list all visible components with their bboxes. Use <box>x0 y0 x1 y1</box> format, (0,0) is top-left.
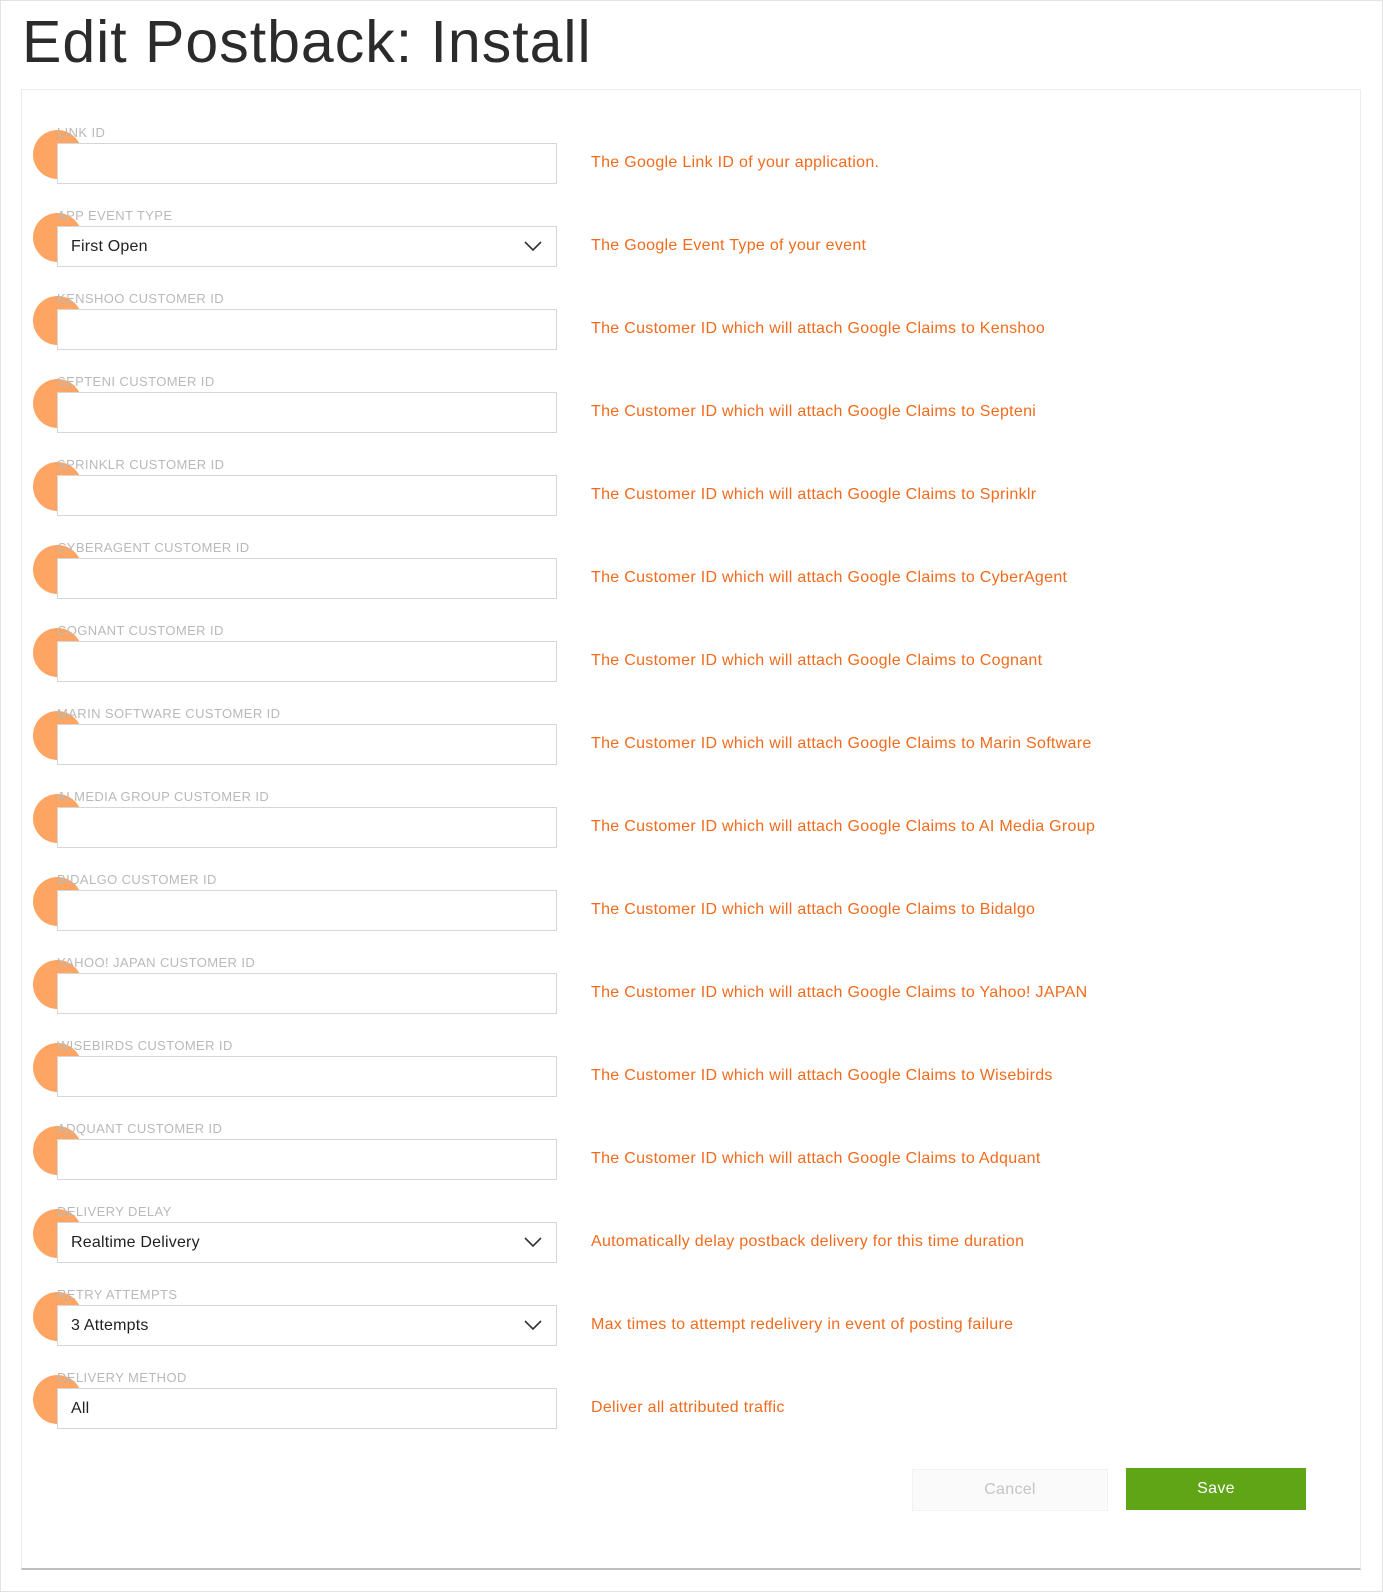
septeni-customer-id-field[interactable] <box>57 392 557 433</box>
ai-media-group-customer-id-input[interactable] <box>58 808 556 847</box>
form-row-yahoo-japan-customer-id <box>22 955 1360 1038</box>
help-text: The Customer ID which will attach Google Claims to Wisebirds <box>591 1067 1053 1084</box>
help-text: Automatically delay postback delivery for this time duration <box>591 1233 1025 1250</box>
field-label: APP EVENT TYPE <box>57 208 173 223</box>
form-row-kenshoo-customer-id <box>22 291 1360 374</box>
form-row-delivery-delay <box>22 1204 1360 1287</box>
selected-value: Realtime Delivery <box>71 1234 200 1251</box>
cognant-customer-id-field[interactable] <box>57 641 557 682</box>
delivery-delay-select[interactable] <box>57 1222 557 1263</box>
kenshoo-customer-id-input[interactable] <box>58 310 556 349</box>
field-label: CYBERAGENT CUSTOMER ID <box>57 540 250 555</box>
help-text: The Customer ID which will attach Google Claims to Septeni <box>591 403 1037 420</box>
form-row-retry-attempts <box>22 1287 1360 1370</box>
field-label: SEPTENI CUSTOMER ID <box>57 374 215 389</box>
sprinklr-customer-id-field[interactable] <box>57 475 557 516</box>
form-row-ai-media-group-customer-id <box>22 789 1360 872</box>
yahoo-japan-customer-id-input[interactable] <box>58 974 556 1013</box>
form-row-app-event-type <box>22 208 1360 291</box>
field-label: DELIVERY METHOD <box>57 1370 187 1385</box>
help-text: The Google Link ID of your application. <box>591 154 880 171</box>
help-text: Max times to attempt redelivery in event of posting failure <box>591 1316 1014 1333</box>
ai-media-group-customer-id-field[interactable] <box>57 807 557 848</box>
delivery-method-value: All <box>71 1400 90 1417</box>
field-label: SPRINKLR CUSTOMER ID <box>57 457 225 472</box>
form-row-cognant-customer-id <box>22 623 1360 706</box>
help-text: The Customer ID which will attach Google Claims to Sprinklr <box>591 486 1037 503</box>
form-row-wisebirds-customer-id <box>22 1038 1360 1121</box>
field-label: AI MEDIA GROUP CUSTOMER ID <box>57 789 270 804</box>
field-label: RETRY ATTEMPTS <box>57 1287 178 1302</box>
yahoo-japan-customer-id-field[interactable] <box>57 973 557 1014</box>
form-row-delivery-method <box>22 1370 1360 1453</box>
form-row-cyberagent-customer-id <box>22 540 1360 623</box>
field-label: YAHOO! JAPAN CUSTOMER ID <box>57 955 256 970</box>
help-text: The Customer ID which will attach Google Claims to Yahoo! JAPAN <box>591 984 1088 1001</box>
help-text: The Customer ID which will attach Google Claims to Marin Software <box>591 735 1092 752</box>
cognant-customer-id-input[interactable] <box>58 642 556 681</box>
cancel-button[interactable]: Cancel <box>912 1469 1108 1511</box>
bidalgo-customer-id-input[interactable] <box>58 891 556 930</box>
wisebirds-customer-id-input[interactable] <box>58 1057 556 1096</box>
form-row-bidalgo-customer-id <box>22 872 1360 955</box>
page-title: Edit Postback: Install <box>22 9 592 75</box>
retry-attempts-select[interactable] <box>57 1305 557 1346</box>
chevron-down-icon <box>524 1320 542 1330</box>
help-text: Deliver all attributed traffic <box>591 1399 785 1416</box>
adquant-customer-id-field[interactable] <box>57 1139 557 1180</box>
postback-form-panel <box>21 89 1361 1570</box>
field-label: WISEBIRDS CUSTOMER ID <box>57 1038 233 1053</box>
link-id-field[interactable] <box>57 143 557 184</box>
chevron-down-icon <box>524 241 542 251</box>
form-row-sprinklr-customer-id <box>22 457 1360 540</box>
form-row-septeni-customer-id <box>22 374 1360 457</box>
adquant-customer-id-input[interactable] <box>58 1140 556 1179</box>
field-label: DELIVERY DELAY <box>57 1204 172 1219</box>
help-text: The Customer ID which will attach Google Claims to Kenshoo <box>591 320 1046 337</box>
sprinklr-customer-id-input[interactable] <box>58 476 556 515</box>
field-label: ADQUANT CUSTOMER ID <box>57 1121 223 1136</box>
wisebirds-customer-id-field[interactable] <box>57 1056 557 1097</box>
cyberagent-customer-id-field[interactable] <box>57 558 557 599</box>
field-label: MARIN SOFTWARE CUSTOMER ID <box>57 706 281 721</box>
help-text: The Customer ID which will attach Google Claims to AI Media Group <box>591 818 1096 835</box>
selected-value: 3 Attempts <box>71 1317 149 1334</box>
marin-software-customer-id-field[interactable] <box>57 724 557 765</box>
save-button[interactable]: Save <box>1126 1468 1306 1510</box>
help-text: The Customer ID which will attach Google Claims to Bidalgo <box>591 901 1036 918</box>
form-row-marin-software-customer-id <box>22 706 1360 789</box>
form-row-link-id <box>22 125 1360 208</box>
link-id-input[interactable] <box>58 144 556 183</box>
kenshoo-customer-id-field[interactable] <box>57 309 557 350</box>
field-label: COGNANT CUSTOMER ID <box>57 623 224 638</box>
delivery-method-field <box>57 1388 557 1429</box>
field-label: KENSHOO CUSTOMER ID <box>57 291 224 306</box>
form-row-adquant-customer-id <box>22 1121 1360 1204</box>
field-label: LINK ID <box>57 125 106 140</box>
marin-software-customer-id-input[interactable] <box>58 725 556 764</box>
bidalgo-customer-id-field[interactable] <box>57 890 557 931</box>
chevron-down-icon <box>524 1237 542 1247</box>
cyberagent-customer-id-input[interactable] <box>58 559 556 598</box>
selected-value: First Open <box>71 238 148 255</box>
help-text: The Google Event Type of your event <box>591 237 867 254</box>
app-event-type-select[interactable] <box>57 226 557 267</box>
help-text: The Customer ID which will attach Google Claims to CyberAgent <box>591 569 1068 586</box>
septeni-customer-id-input[interactable] <box>58 393 556 432</box>
field-label: BIDALGO CUSTOMER ID <box>57 872 217 887</box>
help-text: The Customer ID which will attach Google Claims to Adquant <box>591 1150 1041 1167</box>
help-text: The Customer ID which will attach Google Claims to Cognant <box>591 652 1043 669</box>
